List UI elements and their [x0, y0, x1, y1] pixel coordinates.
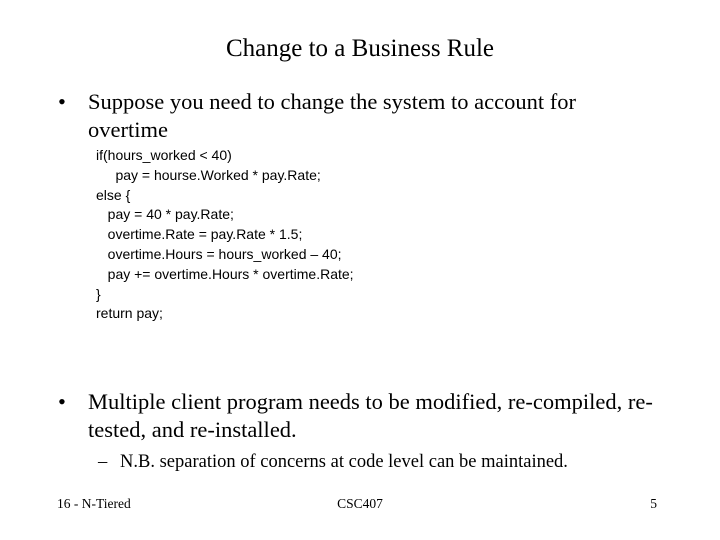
code-line: pay += overtime.Hours * overtime.Rate; [96, 265, 354, 282]
sub-bullet-item [98, 450, 658, 474]
code-block [96, 146, 354, 324]
code-line: } [96, 285, 101, 302]
bullet-item [58, 388, 688, 444]
sub-bullet-text: N.B. separation of concerns at code level can be maintained. [120, 452, 568, 472]
bullet-marker: • [58, 389, 66, 414]
sub-bullet-marker: – [98, 452, 108, 472]
code-line: else { [96, 186, 131, 203]
bullet-text: Suppose you need to change the system to account for overtime [88, 89, 577, 142]
footer-course-code: CSC407 [337, 496, 383, 511]
code-line: overtime.Rate = pay.Rate * 1.5; [96, 226, 303, 243]
code-line: return pay; [96, 305, 163, 322]
bullet-text: Multiple client program needs to be modified, re-compiled, re-tested, and re-installed. [88, 389, 653, 442]
code-line: overtime.Hours = hours_worked – 40; [96, 245, 342, 262]
code-line: pay = 40 * pay.Rate; [96, 206, 234, 223]
code-line: pay = hourse.Worked * pay.Rate; [96, 166, 321, 183]
footer-course-section: 16 - N-Tiered [57, 496, 131, 511]
slide-title: Change to a Business Rule [225, 35, 495, 62]
bullet-marker: • [58, 89, 66, 114]
footer-page-number: 5 [650, 496, 657, 511]
bullet-item [58, 88, 658, 144]
code-line: if(hours_worked < 40) [96, 147, 232, 163]
